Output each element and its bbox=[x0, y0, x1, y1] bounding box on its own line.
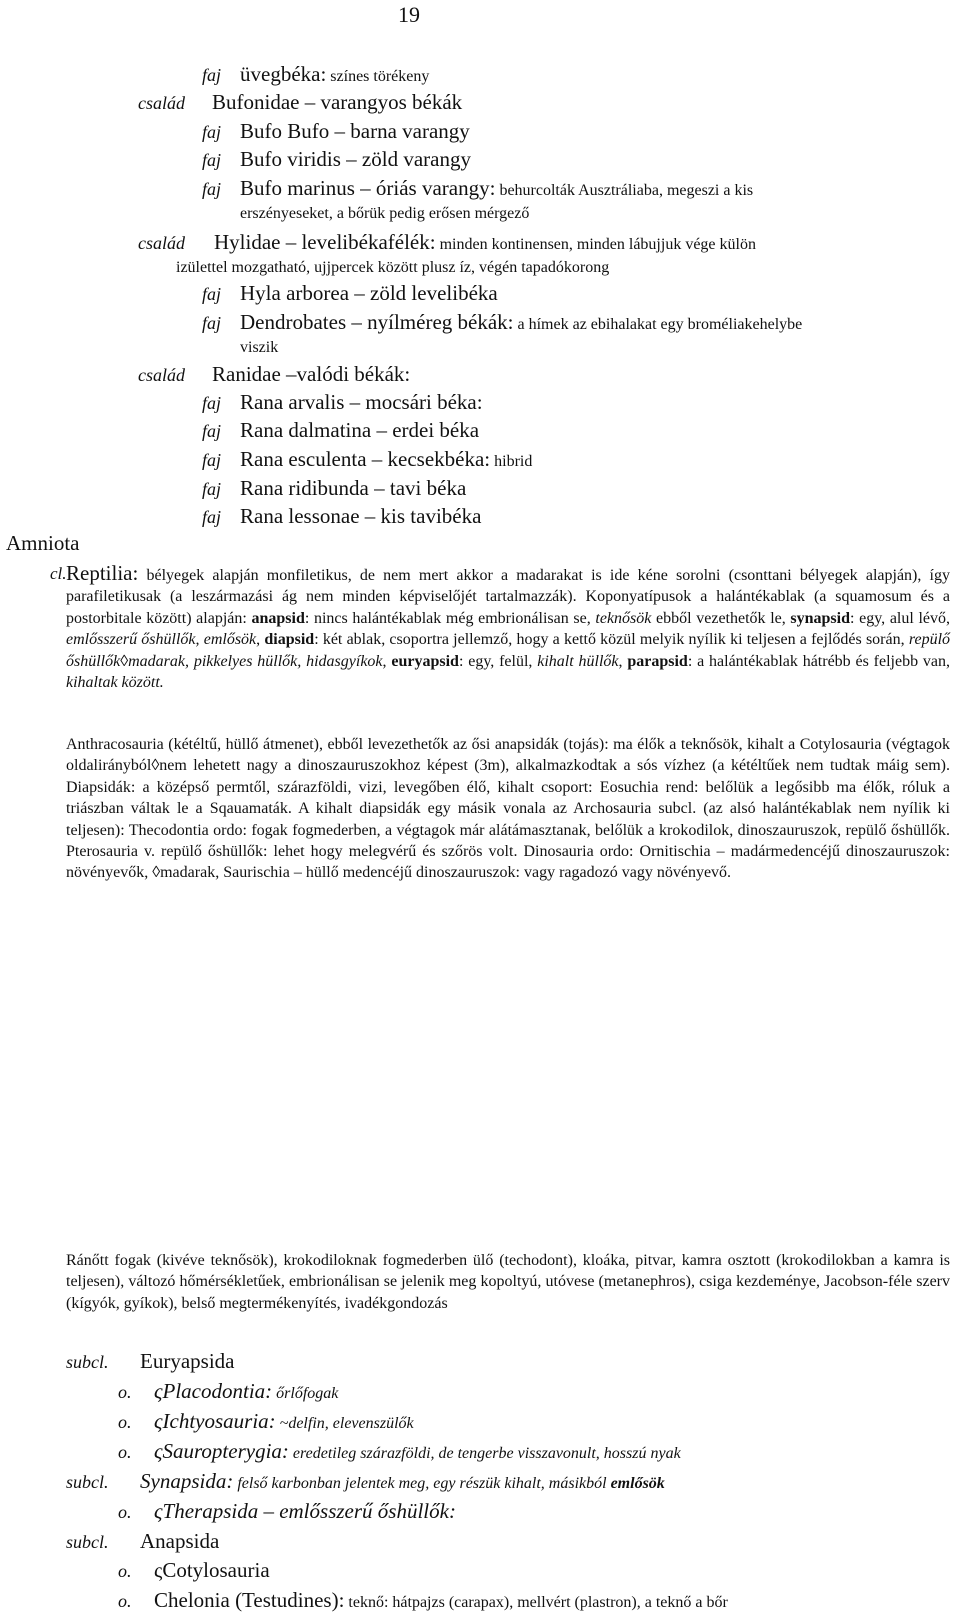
entry-line bbox=[118, 1381, 338, 1404]
taxon-name: Rana dalmatina – erdei béka bbox=[240, 418, 480, 442]
entry-line bbox=[202, 312, 802, 335]
term: synapsid bbox=[790, 609, 850, 627]
rank-label: o. bbox=[118, 1412, 132, 1432]
taxon-name: Chelonia (Testudines): bbox=[154, 1588, 345, 1612]
taxon-desc: behurcolták Ausztráliaba, megeszi a kis bbox=[495, 182, 754, 199]
entry-line bbox=[202, 149, 471, 172]
term-italic: kihaltak között. bbox=[66, 674, 164, 692]
taxon-desc: eredetileg szárazföldi, de tengerbe visszavonult, hosszú nyak bbox=[288, 1445, 681, 1462]
entry-line bbox=[118, 1411, 414, 1434]
entry-line bbox=[202, 392, 483, 415]
rank-label: faj bbox=[202, 479, 222, 499]
paragraph-text: , bbox=[256, 631, 265, 649]
rank-label: család bbox=[138, 365, 185, 385]
taxon-desc: izülettel mozgatható, ujjpercek között plusz íz, végén tapadókorong bbox=[176, 259, 610, 276]
entry-line bbox=[66, 1351, 234, 1374]
entry-line bbox=[66, 1471, 665, 1494]
term-italic: kihalt hüllők bbox=[537, 652, 619, 670]
taxon-desc: hibrid bbox=[490, 453, 533, 470]
entry-line bbox=[240, 204, 529, 224]
rank-label: faj bbox=[202, 284, 222, 304]
term: diapsid bbox=[264, 631, 315, 649]
taxon-name: Bufo viridis – zöld varangy bbox=[240, 147, 471, 171]
entry-line bbox=[202, 506, 481, 529]
taxon-name: Rana esculenta – kecsekbéka: bbox=[240, 447, 491, 471]
rank-label: faj bbox=[202, 313, 222, 333]
entry-line bbox=[202, 449, 532, 472]
entry-line bbox=[138, 92, 462, 115]
reptilia-paragraph bbox=[50, 561, 951, 693]
evolution-paragraph: Anthracosauria (kétéltű, hüllő átmenet), ebből levezethetők az ősi anapsidák (tojás): ma élők a teknősök, kihalt a Cotylosauria (végtagok oldalirányból◊nem lehetett nagy a dinoszauruszokhoz képest (3m), alkalmazkodtak a sós vízhez (a kétéltűek nem tudtak máig sem). Diapsidák: a középső permtől, szárazföldi, vizi, levegőben élő, kihalt csoport: Eosuchia rend: belőlük a legősibb ma élők, róluk a triászban váltak le a Sqauamaták. A kihalt diapsidák egy másik vonala az Archosauria subcl. (az alsó halántékablak nem nyílik ki teljesen): Thecodontia ordo: fogak fogmederben, a végtagok már alátámasztanak, belőlük a krokodilok, dinoszauruszok, repülő őshüllők. Pterosauria v. repülő őshüllők: lehet hogy melegvérű és szőrös volt. Dinosauria ordo: Ornitischia – madármedencéjű dinoszauruszok: növényevők, ◊madarak, Saurischia – hüllő medencéjű dinoszauruszok: vagy ragadozó vagy növényevő. bbox=[66, 736, 950, 882]
taxon-name: Hyla arborea – zöld levelibéka bbox=[240, 281, 498, 305]
entry-line bbox=[66, 1531, 219, 1554]
entry-line bbox=[118, 1441, 681, 1464]
taxon-name: Bufo Bufo – barna varangy bbox=[240, 119, 470, 143]
rank-label: o. bbox=[118, 1502, 132, 1522]
rank-label: faj bbox=[202, 450, 222, 470]
entry-line bbox=[138, 364, 410, 387]
paragraph-text: bélyegek alapján monfiletikus, de nem mert akkor a madarakat is ide kéne sorolni (csonttani bélyegek alapján), így parafiletikusak (a leszármazási ág nem minden képviselőjét tartalmazzák). Koponyatípusok a halántékablak (a squamosum és a postorbitale között) alapján: bbox=[66, 567, 950, 627]
paragraph-text: : a halántékablak hátrébb és feljebb van, bbox=[687, 652, 950, 670]
taxon-name: Anapsida bbox=[140, 1529, 220, 1553]
taxon-desc: felső karbonban jelentek meg, egy részük kihalt, másikból bbox=[233, 1475, 611, 1492]
term: parapsid bbox=[627, 652, 688, 670]
rank-label: o. bbox=[118, 1442, 132, 1462]
taxon-desc: viszik bbox=[240, 339, 279, 356]
taxon-name: Dendrobates – nyílméreg békák: bbox=[240, 310, 514, 334]
rank-label: faj bbox=[202, 507, 222, 527]
rank-label: faj bbox=[202, 179, 222, 199]
entry-line bbox=[202, 478, 466, 501]
taxon-desc: ~delfin, elevenszülők bbox=[275, 1415, 414, 1432]
entry-line bbox=[202, 283, 498, 306]
term-italic: repülő őshüllők◊madarak, pikkelyes hüllők, hidasgyíkok bbox=[66, 631, 951, 670]
entry-line bbox=[118, 1590, 728, 1613]
taxon-name: üvegbéka: bbox=[240, 62, 327, 86]
taxon-name: ςTherapsida – emlősszerű őshüllők: bbox=[154, 1499, 456, 1523]
taxon-desc: minden kontinensen, minden lábujjuk vége külön bbox=[435, 236, 756, 253]
term: anapsid bbox=[251, 609, 305, 627]
paragraph-text: ebből vezethetők le, bbox=[651, 609, 791, 627]
rank-label: család bbox=[138, 233, 185, 253]
rank-label: faj bbox=[202, 150, 222, 170]
entry-line bbox=[118, 1560, 270, 1583]
entry-line bbox=[202, 64, 429, 87]
taxon-name: Rana arvalis – mocsári béka: bbox=[240, 390, 483, 414]
rank-label: cl. bbox=[50, 564, 67, 583]
rank-label: faj bbox=[202, 393, 222, 413]
paragraph-text: : egy, felül, bbox=[458, 652, 538, 670]
entry-line bbox=[138, 232, 756, 255]
entry-line bbox=[118, 1501, 456, 1524]
paragraph-text: : két ablak, csoportra jellemző, hogy a kettő közül melyik nyílik ki teljesen a fejlődés során, bbox=[314, 631, 909, 649]
rank-label: o. bbox=[118, 1591, 132, 1611]
entry-line bbox=[202, 178, 753, 201]
taxon-desc: emlősök bbox=[610, 1475, 665, 1492]
paragraph-text: : nincs halántékablak még embrionálisan se, bbox=[304, 609, 596, 627]
taxon-name: ςSauropterygia: bbox=[154, 1439, 289, 1463]
entry-line bbox=[240, 338, 278, 358]
traits-paragraph: Ránőtt fogak (kivéve teknősök), krokodiloknak fogmederben ülő (techodont), kloáka, pitvar, kamra osztott (krokodilokban a kamra is teljesen), változó hőmérsékletűek, embrionálisan se jelenik meg kopoltyú, utóvese (metanephros), csiga kezdeménye, Jacobson-féle szerv (kígyók, gyíkok), belső megtermékenyítés, ivadékgondozás bbox=[66, 1252, 950, 1312]
entry-line bbox=[176, 258, 609, 278]
rank-label: faj bbox=[202, 65, 222, 85]
section-heading: Amniota bbox=[6, 531, 80, 555]
rank-label: subcl. bbox=[66, 1472, 109, 1492]
term: euryapsid bbox=[391, 652, 459, 670]
entry-line bbox=[202, 420, 479, 443]
taxon-desc: teknő: hátpajzs (carapax), mellvért (plastron), a teknő a bőr bbox=[344, 1594, 728, 1611]
taxon-name: Euryapsida bbox=[140, 1349, 235, 1373]
taxon-name: Rana ridibunda – tavi béka bbox=[240, 476, 467, 500]
rank-label: o. bbox=[118, 1561, 132, 1581]
rank-label: subcl. bbox=[66, 1352, 109, 1372]
term-italic: teknősök bbox=[595, 609, 652, 627]
taxon-desc: őrlőfogak bbox=[272, 1385, 339, 1402]
paragraph-text: , bbox=[618, 652, 628, 670]
taxon-name: ςIchtyosauria: bbox=[154, 1409, 276, 1433]
page-number: 19 bbox=[398, 2, 420, 27]
taxon-desc: színes törékeny bbox=[326, 68, 430, 85]
rank-label: o. bbox=[118, 1382, 132, 1402]
taxon-name: Synapsida: bbox=[140, 1469, 234, 1493]
rank-label: faj bbox=[202, 421, 222, 441]
taxon-name: ςPlacodontia: bbox=[154, 1379, 273, 1403]
term-italic: emlősszerű őshüllők, emlősök bbox=[66, 631, 257, 649]
entry-line bbox=[202, 121, 470, 144]
taxon-name: Hylidae – levelibékafélék: bbox=[214, 230, 436, 254]
taxon-desc: a hímek az ebihalakat egy broméliakehelybe bbox=[513, 316, 803, 333]
rank-label: család bbox=[138, 93, 185, 113]
taxon-desc: erszényeseket, a bőrük pedig erősen mérgező bbox=[240, 205, 530, 222]
paragraph-text: : egy, alul lévő, bbox=[850, 609, 951, 627]
taxon-name: Bufonidae – varangyos békák bbox=[212, 90, 463, 114]
taxon-name: Rana lessonae – kis tavibéka bbox=[240, 504, 482, 528]
taxon-name: Bufo marinus – óriás varangy: bbox=[240, 176, 496, 200]
taxon-name: Ranidae –valódi békák: bbox=[212, 362, 411, 386]
taxon-name: ςCotylosauria bbox=[154, 1558, 270, 1582]
taxon-name: Reptilia: bbox=[66, 561, 139, 585]
paragraph-text: , bbox=[382, 652, 392, 670]
rank-label: subcl. bbox=[66, 1532, 109, 1552]
rank-label: faj bbox=[202, 122, 222, 142]
